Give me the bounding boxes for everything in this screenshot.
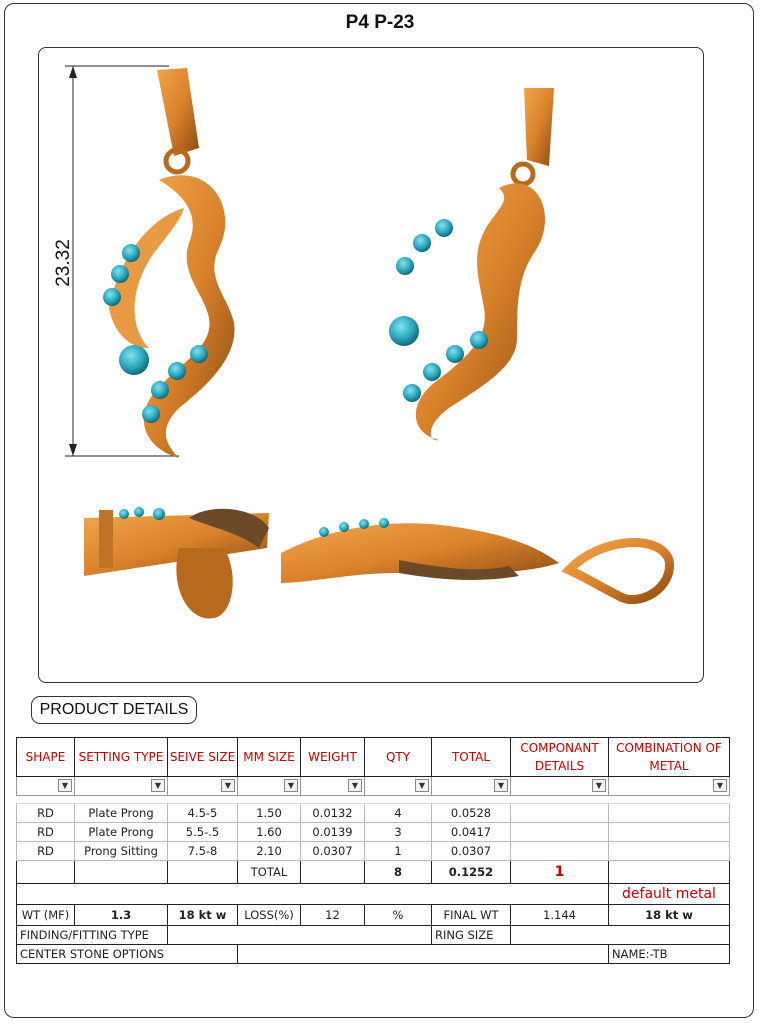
metal-cell xyxy=(609,823,730,842)
seive-cell: 7.5-8 xyxy=(168,842,238,861)
filter-cell xyxy=(609,777,730,796)
column-header: COMBINATION OF METAL xyxy=(609,738,730,777)
column-header: MM SIZE xyxy=(238,738,301,777)
column-header: SHAPE xyxy=(17,738,75,777)
default-metal-row xyxy=(17,884,730,905)
column-header: TOTAL xyxy=(432,738,511,777)
final-wt-value: 1.144 xyxy=(511,905,609,926)
metal-cell xyxy=(609,804,730,823)
total-cell: 0.0307 xyxy=(432,842,511,861)
dropdown-arrow-icon[interactable]: ▼ xyxy=(348,779,362,792)
mm-cell: 2.10 xyxy=(238,842,301,861)
qty-cell: 1 xyxy=(365,842,432,861)
name-label: NAME:-TB xyxy=(609,945,730,964)
seive-cell: 4.5-5 xyxy=(168,804,238,823)
total-cell: 0.0528 xyxy=(432,804,511,823)
product-details-table xyxy=(16,737,730,964)
center-stone-label: CENTER STONE OPTIONS xyxy=(17,945,238,964)
total-row xyxy=(17,861,730,884)
weight-cell: 0.0307 xyxy=(301,842,365,861)
pendant-render xyxy=(39,48,704,683)
weight-cell: 0.0132 xyxy=(301,804,365,823)
total-qty: 8 xyxy=(365,861,432,884)
wt-mf-value: 1.3 xyxy=(75,905,168,926)
pendant-perspective-view xyxy=(389,88,554,440)
table-row xyxy=(17,823,730,842)
product-details-label: PRODUCT DETAILS xyxy=(31,696,197,724)
center-stone-row xyxy=(17,945,730,964)
total-weight: 0.1252 xyxy=(432,861,511,884)
seive-cell: 5.5-.5 xyxy=(168,823,238,842)
qty-cell: 4 xyxy=(365,804,432,823)
pendant-profile-view xyxy=(281,518,669,600)
column-header: QTY xyxy=(365,738,432,777)
dropdown-arrow-icon[interactable]: ▼ xyxy=(284,779,298,792)
column-header: SEIVE SIZE xyxy=(168,738,238,777)
metal-cell xyxy=(609,842,730,861)
pendant-front-view xyxy=(103,68,234,458)
finding-label: FINDING/FITTING TYPE xyxy=(17,926,168,945)
componant-cell xyxy=(511,823,609,842)
wt-mf-label: WT (MF) xyxy=(17,905,75,926)
qty-cell: 3 xyxy=(365,823,432,842)
componant-cell xyxy=(511,804,609,823)
filter-cell xyxy=(238,777,301,796)
default-metal-label: default metal xyxy=(609,884,730,905)
setting-cell: Plate Prong xyxy=(75,823,168,842)
dimension-label: 23.32 xyxy=(53,239,74,287)
filter-icon[interactable]: ▼ xyxy=(415,779,429,792)
dropdown-arrow-icon[interactable]: ▼ xyxy=(58,779,72,792)
karat-value: 18 kt w xyxy=(168,905,238,926)
filter-cell xyxy=(511,777,609,796)
column-header: SETTING TYPE xyxy=(75,738,168,777)
filter-cell xyxy=(75,777,168,796)
dropdown-arrow-icon[interactable]: ▼ xyxy=(151,779,165,792)
shape-cell: RD xyxy=(17,842,75,861)
loss-value: 12 xyxy=(301,905,365,926)
total-cell: 0.0417 xyxy=(432,823,511,842)
dropdown-arrow-icon[interactable]: ▼ xyxy=(713,779,727,792)
shape-cell: RD xyxy=(17,823,75,842)
spacer-row xyxy=(17,796,730,804)
page-title: P4 P-23 xyxy=(345,12,415,33)
final-wt-label: FINAL WT xyxy=(432,905,511,926)
loss-label: LOSS(%) xyxy=(238,905,301,926)
componant-cell xyxy=(511,842,609,861)
dropdown-arrow-icon[interactable]: ▼ xyxy=(221,779,235,792)
column-header: COMPONANT DETAILS xyxy=(511,738,609,777)
mm-cell: 1.60 xyxy=(238,823,301,842)
filter-cell xyxy=(168,777,238,796)
mm-cell: 1.50 xyxy=(238,804,301,823)
dropdown-arrow-icon[interactable]: ▼ xyxy=(592,779,606,792)
loss-percent: % xyxy=(365,905,432,926)
filter-row xyxy=(17,777,730,796)
pendant-side-view xyxy=(84,507,269,618)
setting-cell: Plate Prong xyxy=(75,804,168,823)
weight-row xyxy=(17,905,730,926)
table-header-row xyxy=(17,738,730,777)
table-row xyxy=(17,842,730,861)
filter-icon[interactable]: ▼ xyxy=(494,779,508,792)
weight-cell: 0.0139 xyxy=(301,823,365,842)
finding-row xyxy=(17,926,730,945)
total-label: TOTAL xyxy=(238,861,301,884)
filter-cell xyxy=(301,777,365,796)
product-render-panel xyxy=(38,47,704,683)
filter-cell xyxy=(17,777,75,796)
column-header: WEIGHT xyxy=(301,738,365,777)
componant-count: 1 xyxy=(511,861,609,884)
filter-cell xyxy=(365,777,432,796)
final-karat-value: 18 kt w xyxy=(609,905,730,926)
shape-cell: RD xyxy=(17,804,75,823)
ring-size-label: RING SIZE xyxy=(432,926,511,945)
setting-cell: Prong Sitting xyxy=(75,842,168,861)
table-row xyxy=(17,804,730,823)
filter-cell xyxy=(432,777,511,796)
